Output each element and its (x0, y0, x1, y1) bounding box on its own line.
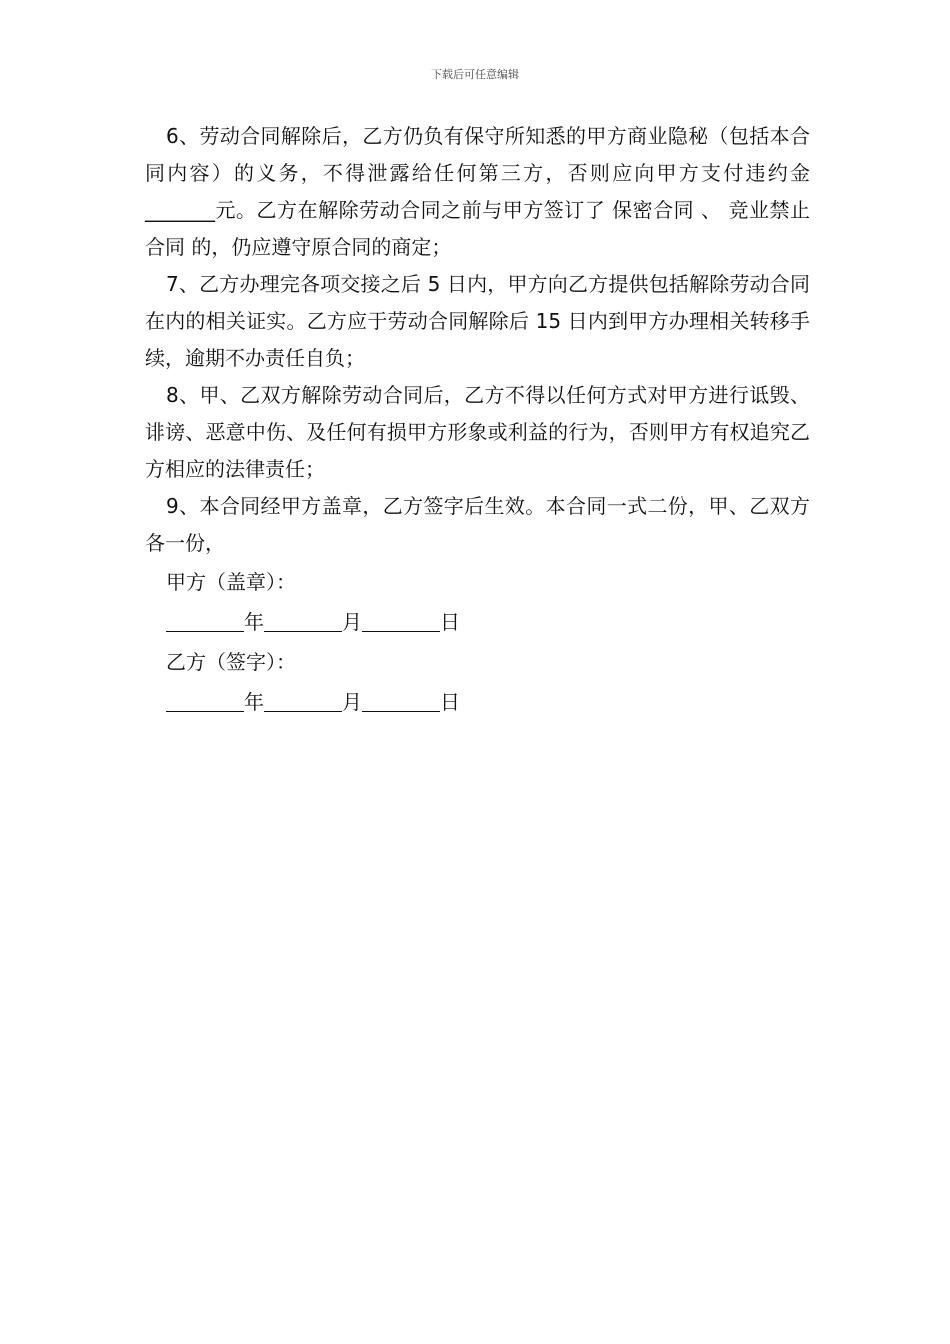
penalty-amount-blank: _______ (145, 198, 215, 222)
party-a-year-blank (166, 607, 244, 632)
clause-6-text-continued: 元。乙方在解除劳动合同之前与甲方签订了 保密合同 、 竞业禁止合同 的，仍应遵守原合同的商定； (145, 198, 810, 259)
party-a-day-blank (362, 607, 440, 632)
day-label: 日 (440, 690, 460, 714)
clause-6 (145, 118, 810, 266)
party-a-month-blank (264, 607, 342, 632)
party-b-year-blank (166, 687, 244, 712)
page-header: 下载后可任意编辑 (431, 68, 519, 81)
party-b-date-line (145, 682, 810, 722)
party-a-date-line (145, 602, 810, 642)
clause-6-text: 6、劳动合同解除后，乙方仍负有保守所知悉的甲方商业隐秘（包括本合同内容）的义务，不得泄露给任何第三方，否则应向甲方支付违约金 (145, 124, 810, 185)
party-b-day-blank (362, 687, 440, 712)
clause-8: 8、甲、乙双方解除劳动合同后，乙方不得以任何方式对甲方进行诋毁、诽谤、恶意中伤、及任何有损甲方形象或利益的行为，否则甲方有权追究乙方相应的法律责任； (145, 383, 810, 481)
party-a-label: 甲方（盖章）： (166, 570, 296, 594)
clause-7: 7、乙方办理完各项交接之后 5 日内，甲方向乙方提供包括解除劳动合同在内的相关证实。乙方应于劳动合同解除后 15 日内到甲方办理相关转移手续，逾期不办责任自负； (145, 272, 810, 370)
party-b-label: 乙方（签字）： (166, 650, 296, 674)
year-label: 年 (244, 610, 264, 634)
year-label: 年 (244, 690, 264, 714)
month-label: 月 (342, 690, 362, 714)
clause-9: 9、本合同经甲方盖章，乙方签字后生效。本合同一式二份，甲、乙双方各一份， (145, 494, 810, 555)
month-label: 月 (342, 610, 362, 634)
party-b-month-blank (264, 687, 342, 712)
document-body (145, 118, 810, 722)
day-label: 日 (440, 610, 460, 634)
